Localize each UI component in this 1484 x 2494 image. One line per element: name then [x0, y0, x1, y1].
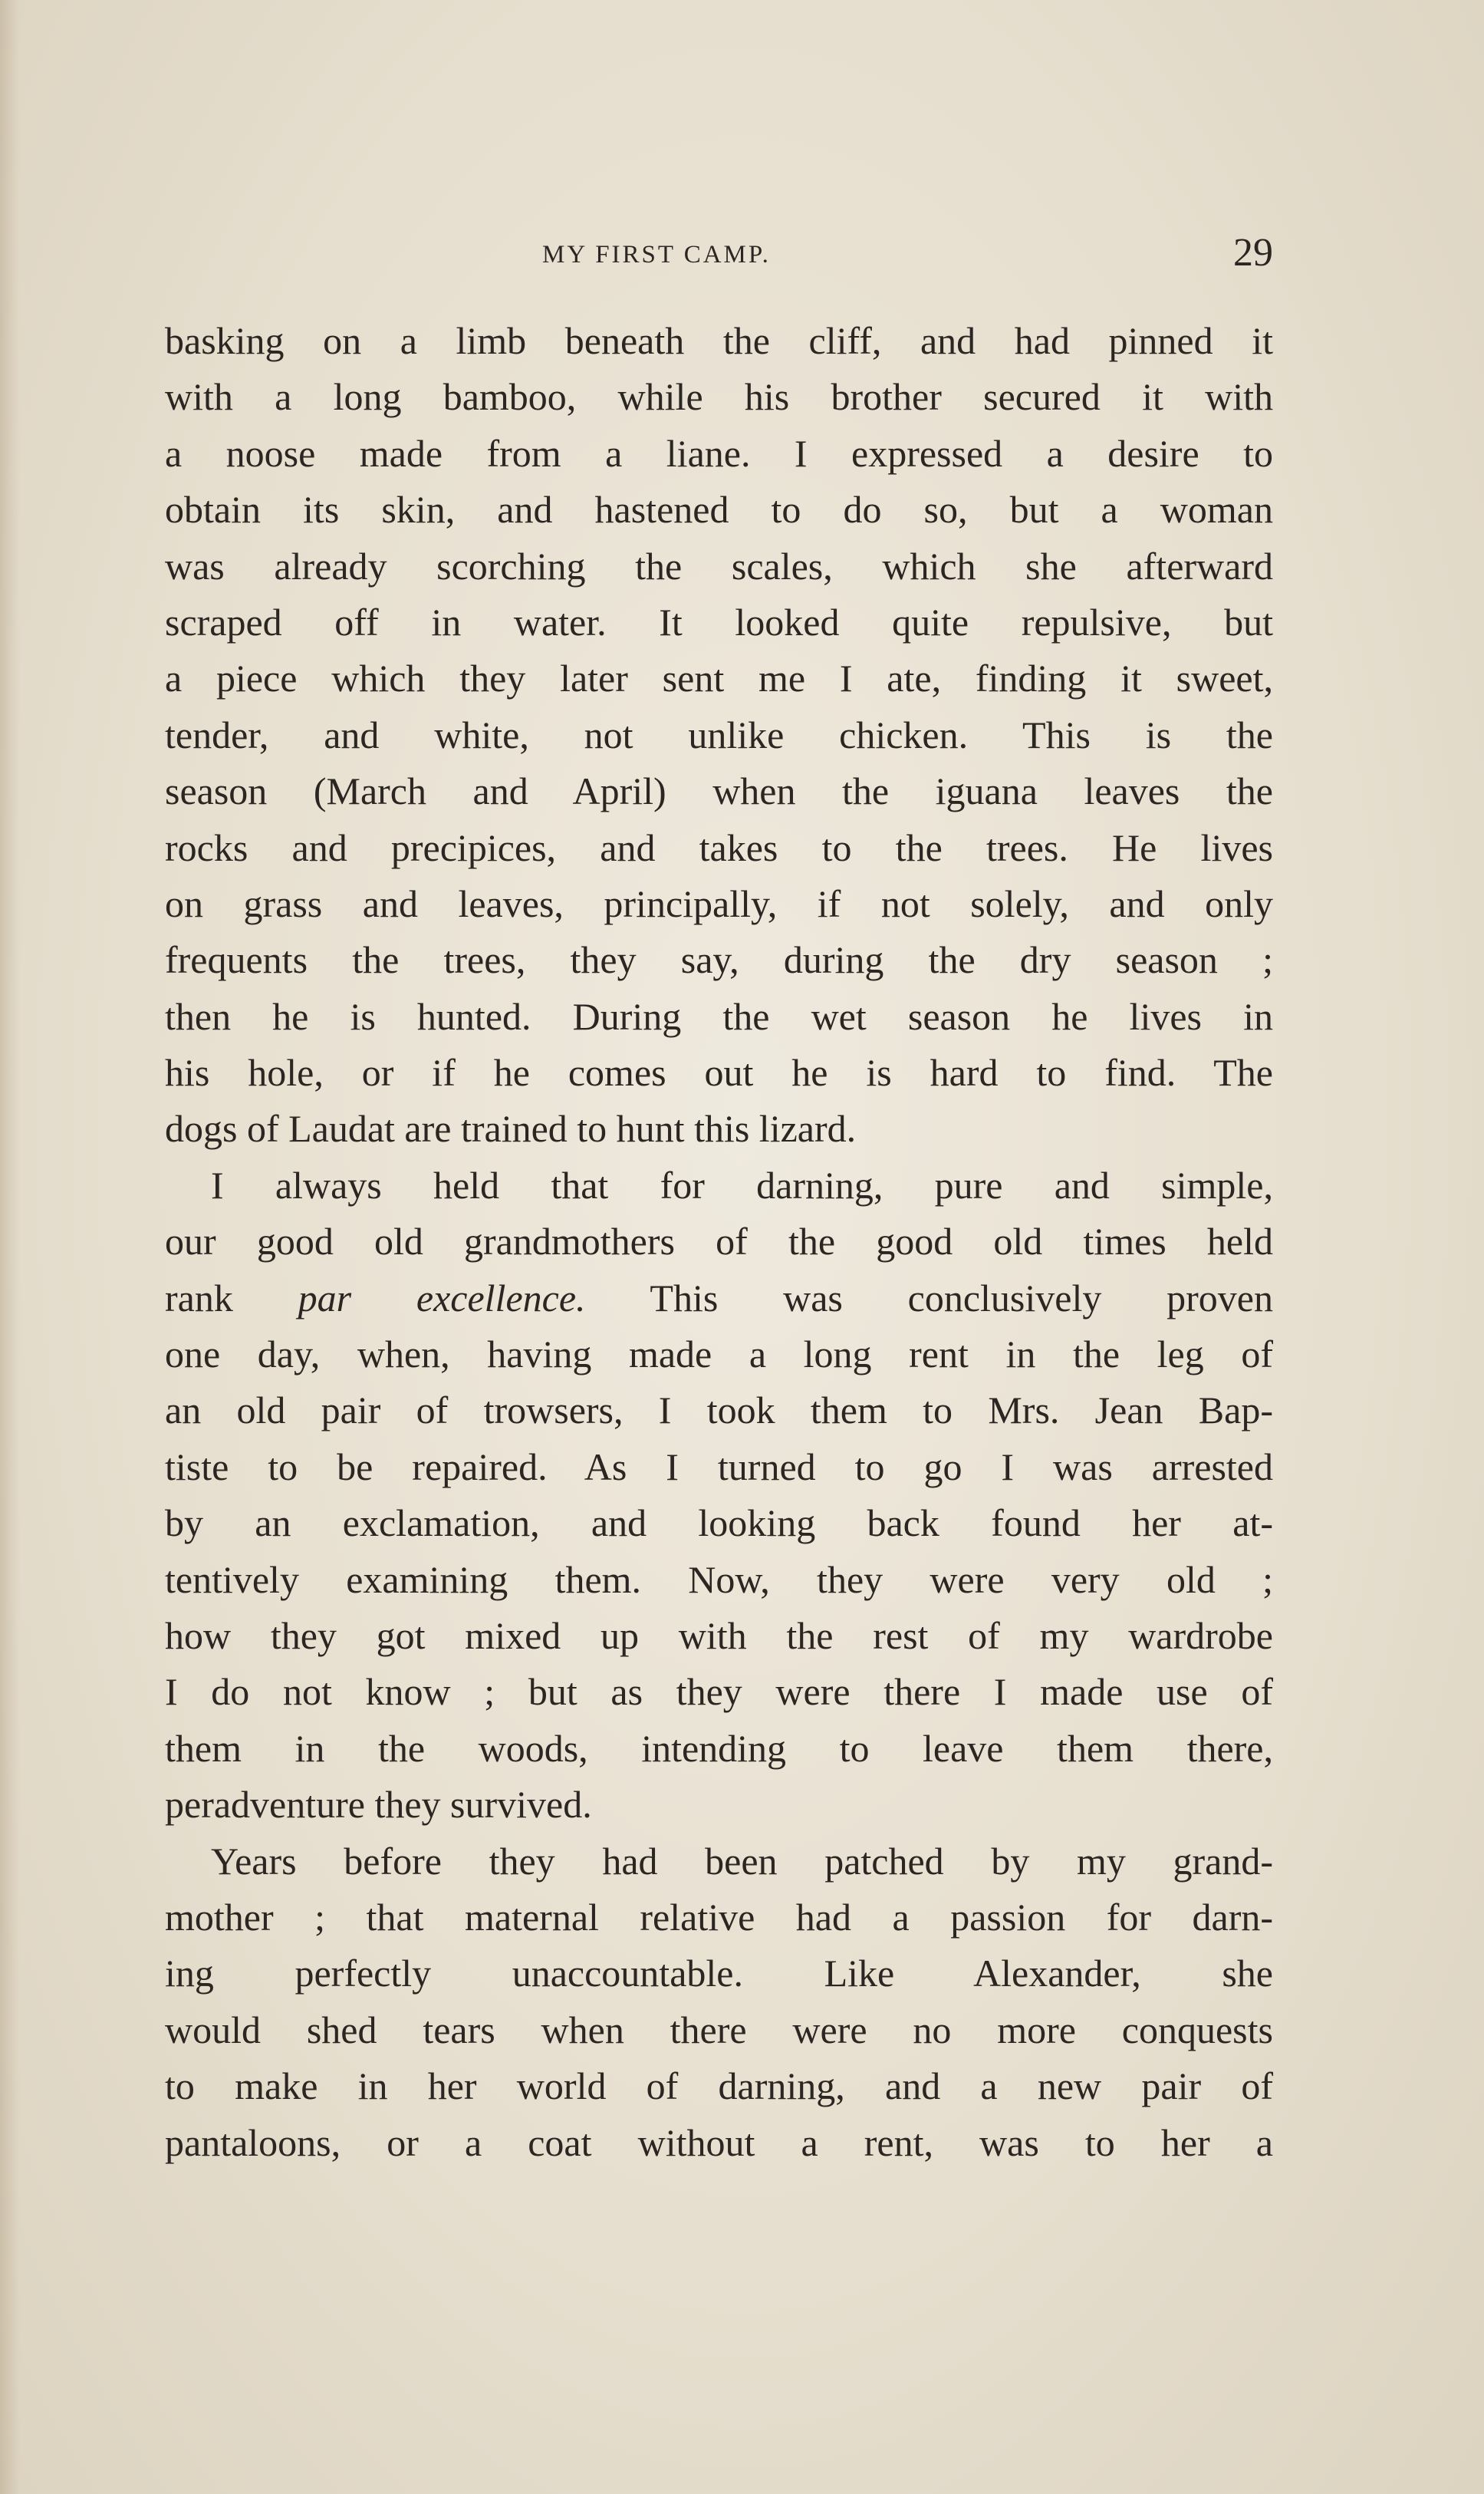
text-line: how they got mixed up with the rest of my wardrobe	[165, 1613, 1273, 1657]
text-segment: This was conclusively proven	[585, 1276, 1273, 1319]
text-line: Years before they had been patched by my grand-	[211, 1839, 1273, 1883]
text-line-with-italic	[165, 1270, 1273, 1326]
text-line: was already scorching the scales, which she afterward	[165, 544, 1273, 588]
italic-phrase: par excellence.	[298, 1276, 586, 1319]
text-line: ing perfectly unaccountable. Like Alexander, she	[165, 1952, 1273, 1995]
text-line: dogs of Laudat are trained to hunt this lizard.	[165, 1107, 857, 1151]
text-line: obtain its skin, and hastened to do so, but a woman	[165, 488, 1273, 532]
page-header	[165, 230, 1273, 292]
text-line: to make in her world of darning, and a new pair of	[165, 2064, 1273, 2108]
text-line: tentively examining them. Now, they were very old ;	[165, 1557, 1273, 1601]
text-segment: rank	[165, 1276, 298, 1319]
text-line: by an exclamation, and looking back found her at-	[165, 1501, 1273, 1545]
text-line: a piece which they later sent me I ate, finding it sweet,	[165, 657, 1273, 700]
text-line: on grass and leaves, principally, if not solely, and only	[165, 881, 1273, 925]
text-line: with a long bamboo, while his brother secured it with	[165, 375, 1273, 419]
text-line: then he is hunted. During the wet season he lives in	[165, 994, 1273, 1038]
body-text	[165, 313, 1273, 2171]
text-line: I always held that for darning, pure and simple,	[211, 1163, 1273, 1207]
text-line: one day, when, having made a long rent in the leg of	[165, 1333, 1273, 1376]
paragraph-1	[165, 313, 1273, 1158]
text-line: tender, and white, not unlike chicken. This is the	[165, 713, 1273, 756]
text-line: scraped off in water. It looked quite repulsive, but	[165, 600, 1273, 644]
text-line: peradventure they survived.	[165, 1783, 592, 1827]
text-line: would shed tears when there were no more conquests	[165, 2008, 1273, 2051]
paragraph-2	[165, 1158, 1273, 1833]
text-line: a noose made from a liane. I expressed a desire to	[165, 431, 1273, 475]
text-line: I do not know ; but as they were there I made use of	[165, 1670, 1273, 1714]
text-line: frequents the trees, they say, during the dry season ;	[165, 938, 1273, 982]
page-edge-shadow	[0, 0, 20, 2494]
text-line: our good old grandmothers of the good old times held	[165, 1220, 1273, 1263]
running-head: MY FIRST CAMP.	[542, 241, 771, 269]
text-line: them in the woods, intending to leave them there,	[165, 1726, 1273, 1770]
paragraph-3	[165, 1833, 1273, 2171]
page-number: 29	[1233, 231, 1273, 275]
text-line: mother ; that maternal relative had a passion for darn-	[165, 1895, 1273, 1939]
text-line: his hole, or if he comes out he is hard to find. The	[165, 1051, 1273, 1095]
text-line: tiste to be repaired. As I turned to go I was arrested	[165, 1445, 1273, 1488]
text-line: basking on a limb beneath the cliff, and had pinned it	[165, 319, 1273, 362]
text-line: rocks and precipices, and takes to the trees. He lives	[165, 825, 1273, 869]
text-line: an old pair of trowsers, I took them to Mrs. Jean Bap-	[165, 1389, 1273, 1432]
text-line: pantaloons, or a coat without a rent, was to her a	[165, 2120, 1273, 2164]
text-line: season (March and April) when the iguana leaves the	[165, 769, 1273, 813]
